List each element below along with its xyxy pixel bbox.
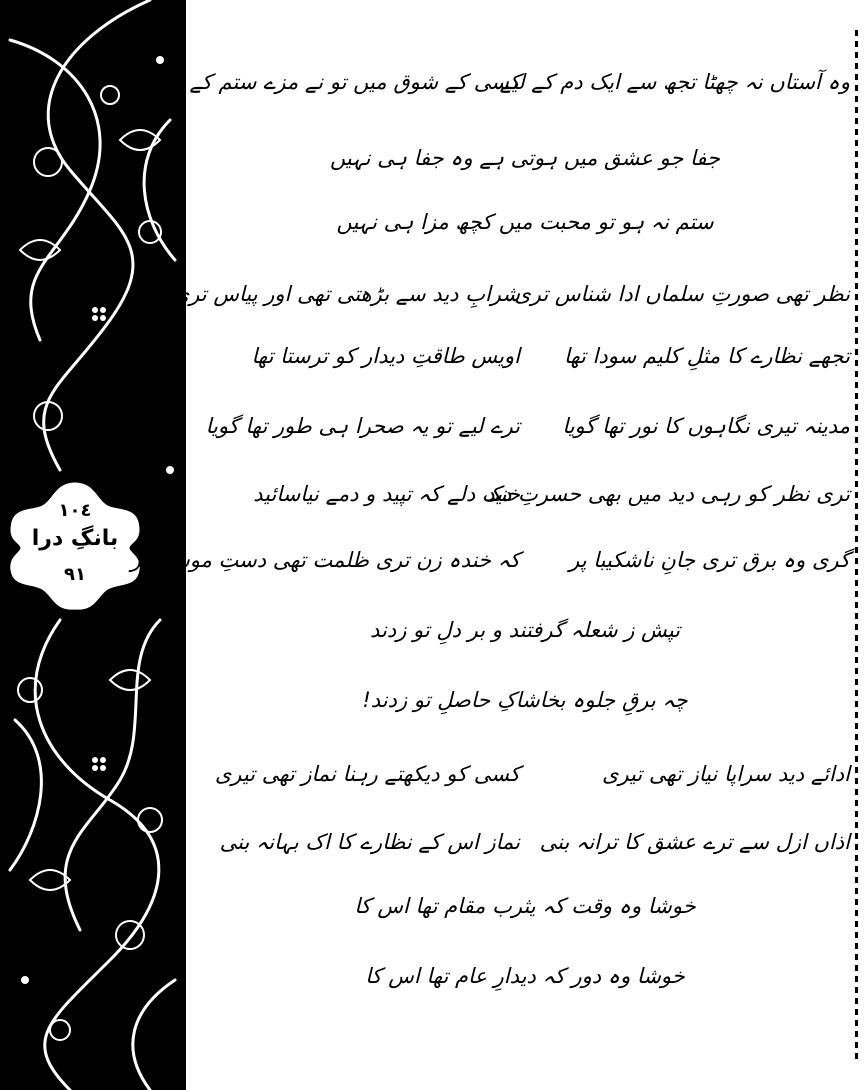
book-title: بانگِ درا (31, 526, 119, 551)
verse-line: شرابِ دید سے بڑھتی تھی اور پیاس تری (172, 282, 520, 306)
refrain-line: خوشا وہ وقت کہ یثرب مقام تھا اس کا (354, 894, 696, 918)
page-number-cartouche (6, 478, 144, 614)
verse-line: کہ خندہ زن تری ظلمت تھی دستِ موسیٰ پر (130, 548, 520, 572)
refrain-line: ستم نہ ہو تو محبت میں کچھ مزا ہی نہیں (336, 210, 714, 234)
verse-line: مدینہ تیری نگاہوں کا نور تھا گویا (562, 414, 850, 438)
verse-line: اذاں ازل سے ترے عشق کا ترانہ بنی (539, 830, 850, 854)
verse-line: تجھے نظارے کا مثلِ کلیم سودا تھا (563, 344, 850, 368)
verse-line: نماز اس کے نظارے کا اک بہانہ بنی (219, 830, 520, 854)
verse-line: تری نظر کو رہی دید میں بھی حسرتِ دید (485, 482, 850, 506)
refrain-line: خوشا وہ دور کہ دیدارِ عام تھا اس کا (365, 964, 685, 988)
original-page-number: ٩١ (64, 564, 86, 585)
verse-line: کسی کو دیکھتے رہنا نماز تھی تیری (214, 762, 520, 786)
poem-body (130, 0, 850, 1090)
ornamental-border (0, 0, 185, 1090)
verse-line: نظر تھی صورتِ سلماں ادا شناس تری (514, 282, 850, 306)
page-number: ١٠٤ (58, 500, 92, 521)
persian-verse: چہ برقِ جلوہ بخاشاکِ حاصلِ تو زدند! (362, 688, 688, 712)
verse-line: ترے لیے تو یہ صحرا ہی طور تھا گویا (205, 414, 520, 438)
verse-line: ادائے دید سراپا نیاز تھی تیری (602, 762, 850, 786)
gutter-divider (184, 0, 186, 1090)
verse-line: اویس طاقتِ دیدار کو ترستا تھا (251, 344, 520, 368)
persian-verse: تپش ز شعلہ گرفتند و بر دلِ تو زدند (369, 618, 681, 642)
verse-line: کسی کے شوق میں تو نے مزے ستم کے لیے (157, 70, 520, 94)
refrain-line: جفا جو عشق میں ہوتی ہے وہ جفا ہی نہیں (329, 146, 721, 170)
verse-line: وہ آستاں نہ چھٹا تجھ سے ایک دم کے لیے (499, 70, 850, 94)
verse-line: خنک دلے کہ تپید و دمے نیاسائید (253, 482, 520, 506)
verse-line: گری وہ برق تری جانِ ناشکیبا پر (569, 548, 850, 572)
page-edge (855, 30, 858, 1060)
